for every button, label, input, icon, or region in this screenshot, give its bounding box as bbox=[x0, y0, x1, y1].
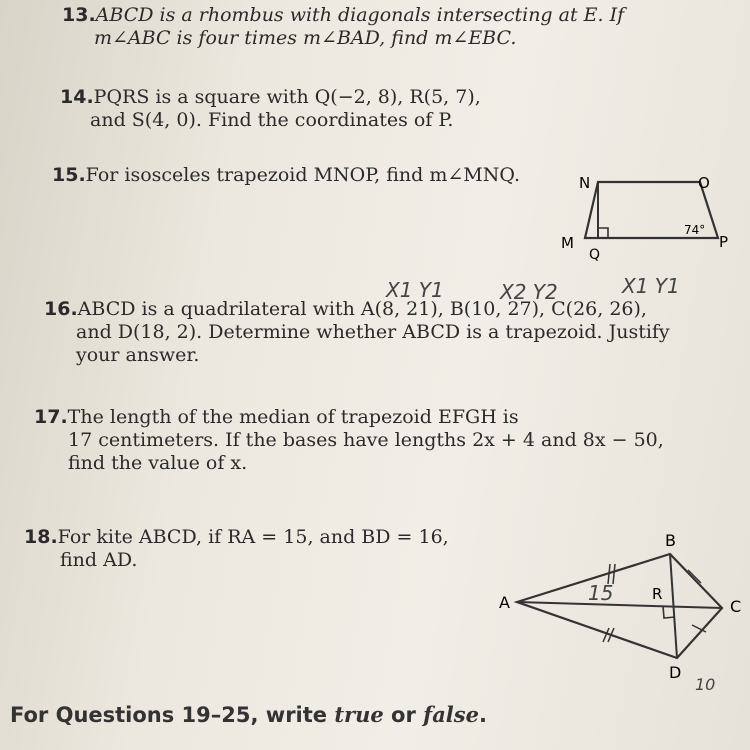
label-Q: Q bbox=[589, 247, 601, 263]
question-text: The length of the median of trapezoid EFGH is bbox=[67, 406, 519, 428]
label-D: D bbox=[669, 663, 682, 682]
angle-74: 74° bbox=[684, 223, 706, 237]
label-R: R bbox=[652, 585, 663, 603]
label-B: B bbox=[665, 531, 676, 550]
question-number: 16. bbox=[44, 298, 78, 320]
question-16 bbox=[44, 298, 670, 367]
question-15 bbox=[52, 164, 520, 187]
question-text: ABCD is a quadrilateral with A(8, 21), B(10, 27), C(26, 26), bbox=[77, 298, 647, 320]
question-number: 17. bbox=[34, 406, 68, 428]
label-M: M bbox=[561, 234, 574, 252]
kite-figure bbox=[495, 528, 750, 698]
question-text: your answer. bbox=[76, 344, 200, 366]
question-text: find the value of x. bbox=[68, 452, 248, 474]
question-17 bbox=[34, 406, 664, 475]
question-number: 15. bbox=[52, 164, 86, 186]
question-text: and D(18, 2). Determine whether ABCD is a trapezoid. Justify bbox=[76, 321, 670, 343]
trapezoid-figure bbox=[555, 168, 745, 263]
label-A: A bbox=[499, 593, 510, 612]
question-text: For kite ABCD, if RA = 15, and BD = 16, bbox=[57, 526, 449, 548]
handwritten-x1y1: X1 Y1 bbox=[386, 278, 444, 302]
question-number: 14. bbox=[60, 86, 94, 108]
question-text: and S(4, 0). Find the coordinates of P. bbox=[90, 109, 454, 131]
question-18 bbox=[24, 526, 449, 572]
handwritten-10: 10 bbox=[695, 675, 716, 694]
question-14 bbox=[60, 86, 481, 132]
question-text: find AD. bbox=[60, 549, 138, 571]
label-O: O bbox=[698, 174, 710, 192]
question-13 bbox=[62, 4, 624, 50]
handwritten-15: 15 bbox=[588, 581, 614, 605]
question-text: For isosceles trapezoid MNOP, find m∠MNQ. bbox=[85, 164, 521, 186]
question-number: 13. bbox=[62, 4, 96, 26]
question-text: PQRS is a square with Q(−2, 8), R(5, 7), bbox=[93, 86, 481, 108]
label-P: P bbox=[719, 233, 729, 251]
instructions-19-25: For Questions 19–25, write true or false. bbox=[10, 702, 487, 727]
label-N: N bbox=[579, 174, 591, 192]
handwritten-x1y1-second: X1 Y1 bbox=[622, 274, 680, 298]
label-C: C bbox=[730, 597, 742, 616]
question-text: 17 centimeters. If the bases have lengths 2x + 4 and 8x − 50, bbox=[68, 429, 664, 451]
handwritten-x2y2: X2 Y2 bbox=[500, 280, 558, 304]
question-number: 18. bbox=[24, 526, 58, 548]
question-text: m∠ABC is four times m∠BAD, find m∠EBC. bbox=[94, 27, 517, 49]
question-text: ABCD is a rhombus with diagonals intersecting at E. If bbox=[95, 4, 625, 26]
